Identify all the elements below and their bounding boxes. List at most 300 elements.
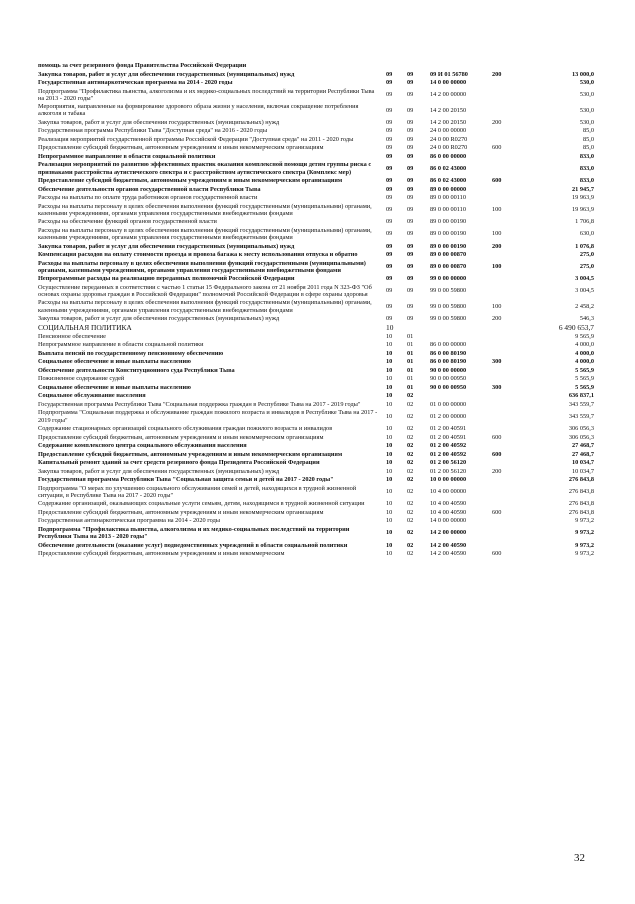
row-subsection: 01 [407, 349, 414, 357]
table-row [38, 517, 598, 524]
row-amount: 275,0 [579, 251, 594, 259]
row-amount: 13 000,0 [571, 70, 594, 78]
row-section: 10 [386, 375, 393, 383]
table-row [38, 409, 598, 423]
row-section: 09 [386, 315, 393, 323]
row-target-article: 86 0 00 80190 [430, 358, 467, 366]
row-name: Предоставление субсидий бюджетным, автономным учреждениям и иным некоммерческим [38, 550, 285, 558]
table-row [38, 260, 598, 274]
row-section: 09 [386, 127, 393, 135]
row-name: СОЦИАЛЬНАЯ ПОЛИТИКА [38, 322, 132, 332]
row-amount: 2 458,2 [575, 303, 594, 311]
row-name: Расходы на выплаты персоналу в целях обеспечения выполнения функций государственными (муниципальными) органами, казенными учреждениями, органами управления государственными внебюджетными фондами [38, 226, 372, 242]
row-section: 09 [386, 152, 393, 160]
row-subsection: 09 [407, 287, 414, 295]
row-subsection: 02 [407, 467, 414, 475]
row-section: 10 [386, 349, 393, 357]
row-amount: 85,0 [582, 144, 594, 152]
row-amount: 276 843,8 [568, 476, 594, 484]
row-name: Содержание организаций, оказывающих социальные услуги семьям, детям, находящимся в трудной жизненной ситуации [38, 500, 365, 508]
row-section: 10 [386, 322, 394, 332]
table-row [38, 459, 598, 466]
row-section: 10 [386, 459, 393, 467]
row-subsection: 09 [407, 152, 414, 160]
row-section: 10 [386, 517, 393, 525]
table-row [38, 367, 598, 374]
row-subsection: 09 [407, 275, 414, 283]
row-amount: 276 843,8 [568, 500, 594, 508]
table-row [38, 284, 598, 298]
row-target-article: 10 4 00 40590 [430, 500, 467, 508]
row-expense-type: 100 [492, 206, 502, 214]
row-expense-type: 200 [492, 118, 502, 126]
table-row [38, 509, 598, 516]
row-section: 10 [386, 392, 393, 400]
row-name: Подпрограмма "Профилактика пьянства, алкоголизма и их медико-социальных последствий на территории Республики Тыва на 2013 - 2020 годы" [38, 87, 375, 102]
row-name: Содержание комплексного центра социального обслуживания населения [38, 442, 247, 450]
row-name: Расходы на выплаты персоналу в целях обеспечения выполнения функций государственными (муниципальными) органами, казенными учреждениями, органами управления государственными внебюджетными фондами [38, 202, 372, 217]
row-expense-type: 600 [492, 433, 502, 441]
row-name: Закупка товаров, работ и услуг для обеспечения государственных (муниципальных) нужд [38, 242, 295, 250]
row-target-article: 99 0 00 59800 [430, 287, 467, 295]
row-subsection: 09 [407, 206, 414, 214]
row-name: Реализация мероприятий государственной программы Российской Федерации "Доступная среда" на 2011 - 2020 годы [38, 135, 354, 143]
row-section: 10 [386, 541, 393, 549]
row-name: Пожизненное содержание судей [38, 375, 125, 383]
table-row [38, 476, 598, 483]
row-subsection: 01 [407, 366, 414, 374]
row-expense-type: 200 [492, 242, 502, 250]
row-section: 09 [386, 70, 393, 78]
row-section: 10 [386, 500, 393, 508]
row-section: 09 [386, 177, 393, 185]
row-section: 09 [386, 218, 393, 226]
table-row [38, 275, 598, 282]
row-subsection: 09 [407, 70, 414, 78]
row-target-article: 89 0 00 00000 [430, 185, 467, 193]
row-subsection: 09 [407, 263, 414, 271]
row-expense-type: 600 [492, 177, 502, 185]
table-row [38, 468, 598, 475]
row-name: Подпрограмма "Профилактика пьянства, алкоголизма и их медико-социальных последствий на территории Республики Тыва на 2013 - 2020 годы" [38, 525, 350, 541]
row-section: 10 [386, 467, 393, 475]
row-name: Закупка товаров, работ и услуг для обеспечения государственных (муниципальных) нужд [38, 70, 295, 78]
row-name: Государственная антинаркотическая программа на 2014 - 2020 годы [38, 79, 233, 86]
row-expense-type: 300 [492, 383, 502, 391]
row-name: Обеспечение деятельности органов государственной власти Республики Тыва [38, 185, 261, 193]
row-subsection: 02 [407, 392, 414, 400]
row-subsection: 01 [407, 341, 414, 349]
row-section: 09 [386, 206, 393, 214]
table-row [38, 401, 598, 408]
row-amount: 5 565,9 [575, 375, 594, 383]
row-section: 10 [386, 366, 393, 374]
row-subsection: 09 [407, 218, 414, 226]
table-row [38, 500, 598, 507]
table-row [38, 88, 598, 102]
row-target-article: 09 И 01 56780 [430, 70, 468, 78]
table-row [38, 243, 598, 250]
row-target-article: 90 0 00 00950 [430, 375, 467, 383]
row-name: Предоставление субсидий бюджетным, автономным учреждениям и иным некоммерческим организациям [38, 433, 324, 441]
row-section: 09 [386, 194, 393, 202]
row-section: 10 [386, 488, 393, 496]
table-row [38, 251, 598, 258]
row-target-article: 14 2 00 20150 [430, 106, 467, 114]
table-row [38, 434, 598, 441]
row-amount: 276 843,8 [568, 508, 594, 516]
row-subsection: 02 [407, 488, 414, 496]
row-subsection: 02 [407, 400, 414, 408]
row-amount: 833,0 [579, 152, 594, 160]
row-amount: 10 034,7 [571, 467, 594, 475]
table-row [38, 358, 598, 365]
row-subsection: 09 [407, 230, 414, 238]
row-name: Социальное обеспечение и иные выплаты населению [38, 358, 191, 366]
row-amount: 21 945,7 [571, 185, 594, 193]
row-name: Расходы на выплаты персоналу в целях обеспечения выполнения функций государственными (муниципальными) органами, казенными учреждениями, органами управления государственными внебюджетными фондами [38, 299, 372, 314]
row-amount: 530,0 [579, 79, 594, 86]
row-section: 09 [386, 242, 393, 250]
row-amount: 19 963,9 [571, 206, 594, 214]
row-amount: 19 963,9 [571, 194, 594, 202]
row-section: 09 [386, 106, 393, 114]
row-amount: 9 973,2 [575, 550, 594, 558]
budget-table [38, 62, 598, 559]
row-name: Расходы на выплаты по оплате труда работников органов государственной власти [38, 194, 258, 202]
row-target-article: 01 2 00 40592 [430, 442, 467, 450]
row-name: Подпрограмма "Социальная поддержка и обслуживание граждан пожилого возраста и инвалидов в Республике Тыва на 2017 - 2019 годы" [38, 409, 378, 424]
row-section: 10 [386, 450, 393, 458]
table-row [38, 299, 598, 313]
row-target-article: 24 0 00 00000 [430, 127, 467, 135]
table-row [38, 350, 598, 357]
row-amount: 85,0 [582, 127, 594, 135]
row-target-article: 10 0 00 00000 [430, 476, 467, 484]
row-name: Пенсионное обеспечение [38, 332, 106, 340]
row-amount: 5 565,9 [575, 366, 594, 374]
row-subsection: 09 [407, 91, 414, 99]
table-row [38, 119, 598, 126]
row-amount: 833,0 [579, 165, 594, 172]
row-amount: 5 565,9 [575, 383, 594, 391]
row-name: Государственная программа Республики Тыва "Доступная среда" на 2016 - 2020 годы [38, 127, 268, 135]
row-subsection: 02 [407, 550, 414, 558]
row-subsection: 09 [407, 79, 414, 86]
row-target-article: 14 0 00 00000 [430, 79, 467, 86]
table-row [38, 186, 598, 193]
row-amount: 275,0 [579, 263, 594, 271]
row-target-article: 89 0 00 00190 [430, 242, 467, 250]
table-row [38, 203, 598, 217]
row-expense-type: 200 [492, 315, 502, 323]
row-target-article: 01 2 00 40591 [430, 433, 467, 441]
row-target-article: 24 0 00 R0270 [430, 135, 468, 143]
row-subsection: 09 [407, 251, 414, 259]
table-row [38, 384, 598, 391]
row-section: 09 [386, 118, 393, 126]
row-name: Мероприятия, направленные на формирование здорового образа жизни у населения, включая сокращение потребления алкоголя и табака [38, 103, 359, 118]
row-expense-type: 600 [492, 450, 502, 458]
row-amount: 9 973,2 [575, 517, 594, 525]
row-subsection: 01 [407, 358, 414, 366]
row-subsection: 09 [407, 315, 414, 323]
row-amount: 530,0 [579, 118, 594, 126]
row-section: 09 [386, 79, 393, 86]
row-amount: 3 004,5 [575, 275, 594, 283]
row-target-article: 01 2 00 00000 [430, 413, 467, 421]
row-section: 10 [386, 413, 393, 421]
row-target-article: 01 2 00 40591 [430, 425, 467, 433]
row-amount: 636 837,1 [568, 392, 594, 400]
row-section: 10 [386, 476, 393, 484]
row-amount: 276 843,8 [568, 488, 594, 496]
row-amount: 10 034,7 [571, 459, 594, 467]
row-subsection: 09 [407, 106, 414, 114]
row-section: 09 [386, 263, 393, 271]
row-name: Обеспечение деятельности (оказание услуг) подведомственных учреждений в области социальной политики [38, 541, 348, 549]
table-row [38, 333, 598, 340]
row-amount: 3 004,5 [575, 287, 594, 295]
row-amount: 530,0 [579, 91, 594, 99]
row-subsection: 09 [407, 303, 414, 311]
table-row [38, 177, 598, 184]
table-row [38, 71, 598, 78]
row-amount: 9 565,9 [575, 332, 594, 340]
table-row [38, 341, 598, 348]
table-row [38, 451, 598, 458]
table-row [38, 194, 598, 201]
row-subsection: 02 [407, 442, 414, 450]
table-row [38, 103, 598, 117]
row-name: Непрограммные расходы на реализацию переданных полномочий Российской Федерации [38, 275, 295, 283]
row-section: 10 [386, 529, 393, 537]
row-amount: 306 056,3 [568, 433, 594, 441]
row-subsection: 02 [407, 425, 414, 433]
row-target-article: 90 0 00 00000 [430, 366, 467, 374]
row-section: 09 [386, 91, 393, 99]
table-row [38, 161, 598, 175]
row-section: 10 [386, 425, 393, 433]
row-subsection: 02 [407, 476, 414, 484]
row-expense-type: 600 [492, 144, 502, 152]
row-name: Закупка товаров, работ и услуг для обеспечения государственных (муниципальных) нужд [38, 467, 280, 475]
row-section: 09 [386, 251, 393, 259]
row-section: 10 [386, 383, 393, 391]
row-section: 10 [386, 400, 393, 408]
row-amount: 306 056,3 [568, 425, 594, 433]
row-expense-type: 200 [492, 70, 502, 78]
row-subsection: 09 [407, 118, 414, 126]
row-expense-type: 300 [492, 358, 502, 366]
row-amount: 4 000,0 [575, 349, 594, 357]
row-amount: 27 468,7 [571, 450, 594, 458]
row-name: Закупка товаров, работ и услуг для обеспечения государственных (муниципальных) нужд [38, 315, 280, 323]
table-row [38, 127, 598, 134]
row-target-article: 86 0 00 00000 [430, 341, 467, 349]
table-row [38, 442, 598, 449]
row-target-article: 01 0 00 00000 [430, 400, 467, 408]
row-name: Непрограммное направление в области социальной политики [38, 341, 204, 349]
row-section: 10 [386, 442, 393, 450]
row-target-article: 99 0 00 00000 [430, 275, 467, 283]
row-target-article: 01 2 00 56120 [430, 467, 467, 475]
table-row [38, 392, 598, 399]
row-section: 09 [386, 135, 393, 143]
row-target-article: 14 2 00 00000 [430, 529, 467, 537]
row-subsection: 09 [407, 177, 414, 185]
row-expense-type: 600 [492, 550, 502, 558]
row-subsection: 09 [407, 242, 414, 250]
row-amount: 4 000,0 [575, 341, 594, 349]
row-target-article: 14 2 00 00000 [430, 91, 467, 99]
table-row [38, 425, 598, 432]
row-section: 09 [386, 275, 393, 283]
row-amount: 27 468,7 [571, 442, 594, 450]
row-section: 10 [386, 433, 393, 441]
row-target-article: 01 2 00 40592 [430, 450, 467, 458]
row-subsection: 01 [407, 383, 414, 391]
row-name: Выплата пенсий по государственному пенсионному обеспечению [38, 349, 224, 357]
row-subsection: 02 [407, 450, 414, 458]
row-name: Обеспечение деятельности Конституционного суда Республики Тыва [38, 366, 235, 374]
row-amount: 833,0 [579, 177, 594, 185]
row-subsection: 02 [407, 500, 414, 508]
row-target-article: 01 2 00 56120 [430, 459, 467, 467]
row-section: 09 [386, 144, 393, 152]
table-row [38, 485, 598, 499]
row-subsection: 09 [407, 135, 414, 143]
row-amount: 343 559,7 [568, 400, 594, 408]
row-amount: 9 973,2 [575, 541, 594, 549]
row-target-article: 89 0 00 00870 [430, 263, 467, 271]
row-expense-type: 600 [492, 508, 502, 516]
row-name: Предоставление субсидий бюджетным, автономным учреждениям и иным некоммерческим организациям [38, 508, 324, 516]
table-row [38, 375, 598, 382]
row-target-article: 89 0 00 00110 [430, 194, 466, 202]
row-subsection: 02 [407, 541, 414, 549]
row-target-article: 14 2 00 40590 [430, 550, 467, 558]
row-name: Содержание стационарных организаций социального обслуживания граждан пожилого возраста и инвалидов [38, 425, 333, 433]
table-row [38, 315, 598, 322]
row-subsection: 02 [407, 517, 414, 525]
row-name: Капитальный ремонт зданий за счет средств резервного фонда Президента Российской Федерации [38, 459, 320, 467]
row-amount: 6 490 653,7 [558, 322, 594, 332]
row-target-article: 86 0 02 43000 [430, 165, 467, 172]
table-row [38, 324, 598, 332]
row-target-article: 10 4 00 40590 [430, 508, 467, 516]
row-subsection: 02 [407, 459, 414, 467]
row-amount: 9 973,2 [575, 529, 594, 537]
row-target-article: 86 0 00 00000 [430, 152, 467, 160]
table-row [38, 526, 598, 540]
row-subsection: 09 [407, 144, 414, 152]
table-row [38, 79, 598, 86]
row-target-article: 10 4 00 00000 [430, 488, 467, 496]
row-target-article: 14 2 00 40590 [430, 541, 467, 549]
row-name: Непрограммное направление в области социальной политики [38, 152, 216, 160]
row-target-article: 89 0 00 00870 [430, 251, 467, 259]
row-section: 10 [386, 508, 393, 516]
page-number: 32 [574, 852, 585, 864]
row-name: Закупка товаров, работ и услуг для обеспечения государственных (муниципальных) нужд [38, 118, 280, 126]
row-target-article: 24 0 00 R0270 [430, 144, 468, 152]
row-target-article: 14 0 00 00000 [430, 517, 467, 525]
row-subsection: 01 [407, 375, 414, 383]
row-section: 10 [386, 358, 393, 366]
row-target-article: 89 0 00 00110 [430, 206, 466, 214]
table-row [38, 218, 598, 225]
row-name: Социальное обеспечение и иные выплаты населению [38, 383, 191, 391]
table-row [38, 62, 598, 69]
row-expense-type: 100 [492, 263, 502, 271]
row-target-article: 86 0 00 80190 [430, 349, 467, 357]
row-amount: 530,0 [579, 106, 594, 114]
row-target-article: 86 0 02 43000 [430, 177, 467, 185]
row-section: 10 [386, 332, 393, 340]
row-section: 09 [386, 303, 393, 311]
row-target-article: 90 0 00 00950 [430, 383, 467, 391]
row-section: 10 [386, 550, 393, 558]
table-row [38, 136, 598, 143]
table-row [38, 144, 598, 151]
row-name: Расходы на обеспечение функций органов государственной власти [38, 218, 217, 226]
row-amount: 4 000,0 [575, 358, 594, 366]
table-row [38, 227, 598, 241]
row-target-article: 89 0 00 00190 [430, 218, 467, 226]
row-expense-type: 100 [492, 230, 502, 238]
row-name: Расходы на выплаты персоналу в целях обеспечения выполнения функций государственными (муниципальными) органами, казенными учреждениями, органами управления государственными внебюджетными фондами [38, 259, 366, 274]
row-expense-type: 200 [492, 467, 502, 475]
row-name: Государственная антинаркотическая программа на 2014 - 2020 годы [38, 517, 221, 525]
row-name: Государственная программа Республики Тыва "Социальная защита семьи и детей на 2017 - 2020 годы" [38, 476, 334, 484]
row-amount: 546,3 [579, 315, 594, 323]
row-name: Реализация мероприятий по развитию эффективных практик оказания комплексной помощи детям группы риска с признаками расстройства аутистического спектра и с расстройством аутистического спектра (Комплекс мер) [38, 161, 372, 176]
row-name: помощь за счет резервного фонда Правительства Российской Федерации [38, 62, 247, 69]
row-name: Подпрограмма "О мерах по улучшению социального обслуживания семей и детей, находящихся в трудной жизненной ситуации, в Республике Тыва на 2017 - 2020 годы" [38, 484, 357, 499]
table-row [38, 550, 598, 557]
row-amount: 85,0 [582, 135, 594, 143]
row-amount: 343 559,7 [568, 413, 594, 421]
table-row [38, 153, 598, 160]
row-section: 09 [386, 287, 393, 295]
row-target-article: 99 0 00 59800 [430, 303, 467, 311]
row-name: Компенсация расходов на оплату стоимости проезда и провоза багажа к месту использования отпуска и обратно [38, 251, 358, 259]
row-subsection: 09 [407, 127, 414, 135]
row-subsection: 02 [407, 433, 414, 441]
row-subsection: 02 [407, 413, 414, 421]
row-subsection: 02 [407, 508, 414, 516]
row-section: 09 [386, 230, 393, 238]
row-name: Осуществление переданных в соответствии с частью 1 статьи 15 Федерального закона от 21 ноября 2011 года N 323-ФЗ "Об основах охраны здоровья граждан в Российской Федерации" полномочий Российской Федерации в сфере охраны здоровья [38, 283, 372, 298]
row-name: Предоставление субсидий бюджетным, автономным учреждениям и иным некоммерческим организациям [38, 177, 343, 185]
row-target-article: 99 0 00 59800 [430, 315, 467, 323]
table-row [38, 542, 598, 549]
row-section: 09 [386, 165, 393, 172]
row-subsection: 09 [407, 165, 414, 172]
row-amount: 1 076,8 [575, 242, 594, 250]
row-subsection: 01 [407, 332, 414, 340]
row-section: 09 [386, 185, 393, 193]
row-subsection: 02 [407, 529, 414, 537]
row-name: Социальное обслуживание населения [38, 392, 146, 400]
row-section: 10 [386, 341, 393, 349]
row-expense-type: 100 [492, 303, 502, 311]
row-target-article: 14 2 00 20150 [430, 118, 467, 126]
row-target-article: 89 0 00 00190 [430, 230, 467, 238]
row-subsection: 09 [407, 194, 414, 202]
row-name: Предоставление субсидий бюджетным, автономным учреждениям и иным некоммерческим организациям [38, 450, 343, 458]
